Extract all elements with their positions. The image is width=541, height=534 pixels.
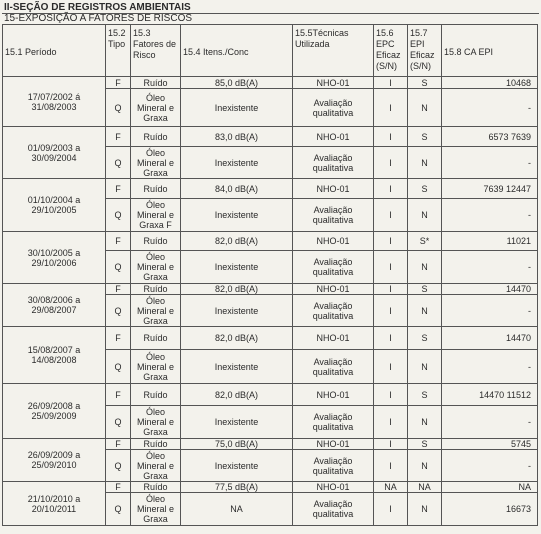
tecnica-cell: Avaliação qualitativa xyxy=(293,89,374,127)
fator-cell: Óleo Mineral e Graxa xyxy=(131,406,181,439)
ca-cell: - xyxy=(442,251,538,284)
ca-cell: 14470 xyxy=(442,284,538,295)
header-epc: 15.6 EPC Eficaz (S/N) xyxy=(374,25,408,77)
epi-cell: N xyxy=(408,199,442,232)
periodo-cell: 17/07/2002 á 31/08/2003 xyxy=(3,77,106,127)
periodo-cell: 01/09/2003 a 30/09/2004 xyxy=(3,127,106,179)
table-row xyxy=(3,179,538,199)
fator-cell: Ruído xyxy=(131,232,181,251)
conc-cell: Inexistente xyxy=(181,147,293,179)
tipo-cell: F xyxy=(106,439,131,450)
epi-cell: S xyxy=(408,327,442,350)
epc-cell: I xyxy=(374,77,408,89)
conc-cell: 85,0 dB(A) xyxy=(181,77,293,89)
conc-cell: 82,0 dB(A) xyxy=(181,384,293,406)
fator-cell: Óleo Mineral e Graxa xyxy=(131,147,181,179)
tecnica-cell: NHO-01 xyxy=(293,384,374,406)
epi-cell: N xyxy=(408,450,442,482)
tipo-cell: F xyxy=(106,482,131,493)
epi-cell: S xyxy=(408,127,442,147)
conc-cell: Inexistente xyxy=(181,450,293,482)
epi-cell: N xyxy=(408,147,442,179)
header-fatores: 15.3 Fatores de Risco xyxy=(131,25,181,77)
tecnica-cell: Avaliação qualitativa xyxy=(293,295,374,327)
epc-cell: I xyxy=(374,350,408,384)
fator-cell: Ruído xyxy=(131,482,181,493)
ca-cell: 11021 xyxy=(442,232,538,251)
tecnica-cell: NHO-01 xyxy=(293,77,374,89)
table-row xyxy=(3,482,538,493)
epi-cell: N xyxy=(408,350,442,384)
tecnica-cell: Avaliação qualitativa xyxy=(293,251,374,284)
header-tipo: 15.2 Tipo xyxy=(106,25,131,77)
table-row xyxy=(3,77,538,89)
tecnica-cell: NHO-01 xyxy=(293,232,374,251)
conc-cell: Inexistente xyxy=(181,295,293,327)
ca-cell: 5745 xyxy=(442,439,538,450)
epc-cell: I xyxy=(374,147,408,179)
table-header-row xyxy=(3,25,538,77)
ca-cell: - xyxy=(442,406,538,439)
epi-cell: S xyxy=(408,384,442,406)
tipo-cell: Q xyxy=(106,147,131,179)
ca-cell: 14470 xyxy=(442,327,538,350)
ca-cell: 14470 11512 xyxy=(442,384,538,406)
conc-cell: Inexistente xyxy=(181,406,293,439)
epi-cell: N xyxy=(408,493,442,526)
tipo-cell: Q xyxy=(106,450,131,482)
subsection-title: 15-EXPOSIÇÃO A FATORES DE RISCOS xyxy=(4,13,193,24)
conc-cell: 84,0 dB(A) xyxy=(181,179,293,199)
header-ca: 15.8 CA EPI xyxy=(442,25,538,77)
tipo-cell: F xyxy=(106,232,131,251)
fator-cell: Óleo Mineral e Graxa xyxy=(131,450,181,482)
ca-cell: 16673 xyxy=(442,493,538,526)
fator-cell: Óleo Mineral e Graxa xyxy=(131,493,181,526)
ca-cell: - xyxy=(442,450,538,482)
epi-cell: S xyxy=(408,77,442,89)
fator-cell: Óleo Mineral e Graxa F xyxy=(131,199,181,232)
fator-cell: Ruído xyxy=(131,284,181,295)
table-row xyxy=(3,384,538,406)
tipo-cell: Q xyxy=(106,89,131,127)
fator-cell: Ruído xyxy=(131,384,181,406)
tipo-cell: Q xyxy=(106,251,131,284)
ca-cell: - xyxy=(442,199,538,232)
tecnica-cell: NHO-01 xyxy=(293,439,374,450)
epi-cell: NA xyxy=(408,482,442,493)
risk-exposure-table xyxy=(2,24,538,526)
epi-cell: S xyxy=(408,179,442,199)
ca-cell: 6573 7639 xyxy=(442,127,538,147)
epc-cell: I xyxy=(374,251,408,284)
fator-cell: Óleo Mineral e Graxa xyxy=(131,295,181,327)
conc-cell: 83,0 dB(A) xyxy=(181,127,293,147)
conc-cell: Inexistente xyxy=(181,199,293,232)
conc-cell: 82,0 dB(A) xyxy=(181,232,293,251)
tecnica-cell: Avaliação qualitativa xyxy=(293,147,374,179)
ca-cell: 10468 xyxy=(442,77,538,89)
fator-cell: Ruído xyxy=(131,327,181,350)
header-epi: 15.7 EPI Eficaz (S/N) xyxy=(408,25,442,77)
header-tecnicas: 15.5Técnicas Utilizada xyxy=(293,25,374,77)
tecnica-cell: NHO-01 xyxy=(293,127,374,147)
tipo-cell: Q xyxy=(106,350,131,384)
table-row xyxy=(3,127,538,147)
periodo-cell: 30/08/2006 a 29/08/2007 xyxy=(3,284,106,327)
epc-cell: I xyxy=(374,327,408,350)
tecnica-cell: Avaliação qualitativa xyxy=(293,199,374,232)
tipo-cell: F xyxy=(106,284,131,295)
epi-cell: S xyxy=(408,284,442,295)
tecnica-cell: Avaliação qualitativa xyxy=(293,450,374,482)
ca-cell: 7639 12447 xyxy=(442,179,538,199)
ca-cell: - xyxy=(442,295,538,327)
conc-cell: NA xyxy=(181,493,293,526)
periodo-cell: 26/09/2008 a 25/09/2009 xyxy=(3,384,106,439)
conc-cell: 77,5 dB(A) xyxy=(181,482,293,493)
epc-cell: I xyxy=(374,295,408,327)
epi-cell: N xyxy=(408,89,442,127)
tecnica-cell: Avaliação qualitativa xyxy=(293,350,374,384)
epc-cell: I xyxy=(374,179,408,199)
tipo-cell: F xyxy=(106,384,131,406)
epc-cell: I xyxy=(374,384,408,406)
periodo-cell: 30/10/2005 a 29/10/2006 xyxy=(3,232,106,284)
epc-cell: I xyxy=(374,406,408,439)
epc-cell: I xyxy=(374,439,408,450)
tecnica-cell: Avaliação qualitativa xyxy=(293,406,374,439)
periodo-cell: 15/08/2007 a 14/08/2008 xyxy=(3,327,106,384)
tipo-cell: F xyxy=(106,179,131,199)
epc-cell: I xyxy=(374,450,408,482)
conc-cell: 82,0 dB(A) xyxy=(181,327,293,350)
table-row xyxy=(3,284,538,295)
tecnica-cell: NHO-01 xyxy=(293,327,374,350)
fator-cell: Ruído xyxy=(131,77,181,89)
tipo-cell: Q xyxy=(106,199,131,232)
ca-cell: - xyxy=(442,147,538,179)
table-row xyxy=(3,232,538,251)
periodo-cell: 21/10/2010 a 20/10/2011 xyxy=(3,482,106,526)
section-title: II-SEÇÃO DE REGISTROS AMBIENTAIS xyxy=(2,2,539,14)
fator-cell: Óleo Mineral e Graxa xyxy=(131,350,181,384)
ca-cell: - xyxy=(442,350,538,384)
fator-cell: Óleo Mineral e Graxa xyxy=(131,251,181,284)
tecnica-cell: Avaliação qualitativa xyxy=(293,493,374,526)
header-itens: 15.4 Itens./Conc xyxy=(181,25,293,77)
tipo-cell: F xyxy=(106,77,131,89)
fator-cell: Óleo Mineral e Graxa xyxy=(131,89,181,127)
periodo-cell: 01/10/2004 a 29/10/2005 xyxy=(3,179,106,232)
epc-cell: I xyxy=(374,89,408,127)
header-periodo: 15.1 Período xyxy=(3,25,106,77)
epc-cell: I xyxy=(374,232,408,251)
conc-cell: Inexistente xyxy=(181,251,293,284)
tecnica-cell: NHO-01 xyxy=(293,482,374,493)
fator-cell: Ruído xyxy=(131,179,181,199)
epi-cell: N xyxy=(408,406,442,439)
epi-cell: S* xyxy=(408,232,442,251)
ca-cell: - xyxy=(442,89,538,127)
epi-cell: S xyxy=(408,439,442,450)
ca-cell: NA xyxy=(442,482,538,493)
tecnica-cell: NHO-01 xyxy=(293,284,374,295)
table-row xyxy=(3,439,538,450)
fator-cell: Ruído xyxy=(131,439,181,450)
conc-cell: Inexistente xyxy=(181,350,293,384)
fator-cell: Ruído xyxy=(131,127,181,147)
epc-cell: I xyxy=(374,493,408,526)
epi-cell: N xyxy=(408,251,442,284)
tipo-cell: Q xyxy=(106,295,131,327)
tipo-cell: F xyxy=(106,327,131,350)
table-row xyxy=(3,327,538,350)
epi-cell: N xyxy=(408,295,442,327)
tipo-cell: Q xyxy=(106,406,131,439)
tipo-cell: F xyxy=(106,127,131,147)
conc-cell: 75,0 dB(A) xyxy=(181,439,293,450)
tecnica-cell: NHO-01 xyxy=(293,179,374,199)
epc-cell: I xyxy=(374,284,408,295)
periodo-cell: 26/09/2009 a 25/09/2010 xyxy=(3,439,106,482)
tipo-cell: Q xyxy=(106,493,131,526)
epc-cell: I xyxy=(374,127,408,147)
conc-cell: Inexistente xyxy=(181,89,293,127)
epc-cell: I xyxy=(374,199,408,232)
conc-cell: 82,0 dB(A) xyxy=(181,284,293,295)
epc-cell: NA xyxy=(374,482,408,493)
